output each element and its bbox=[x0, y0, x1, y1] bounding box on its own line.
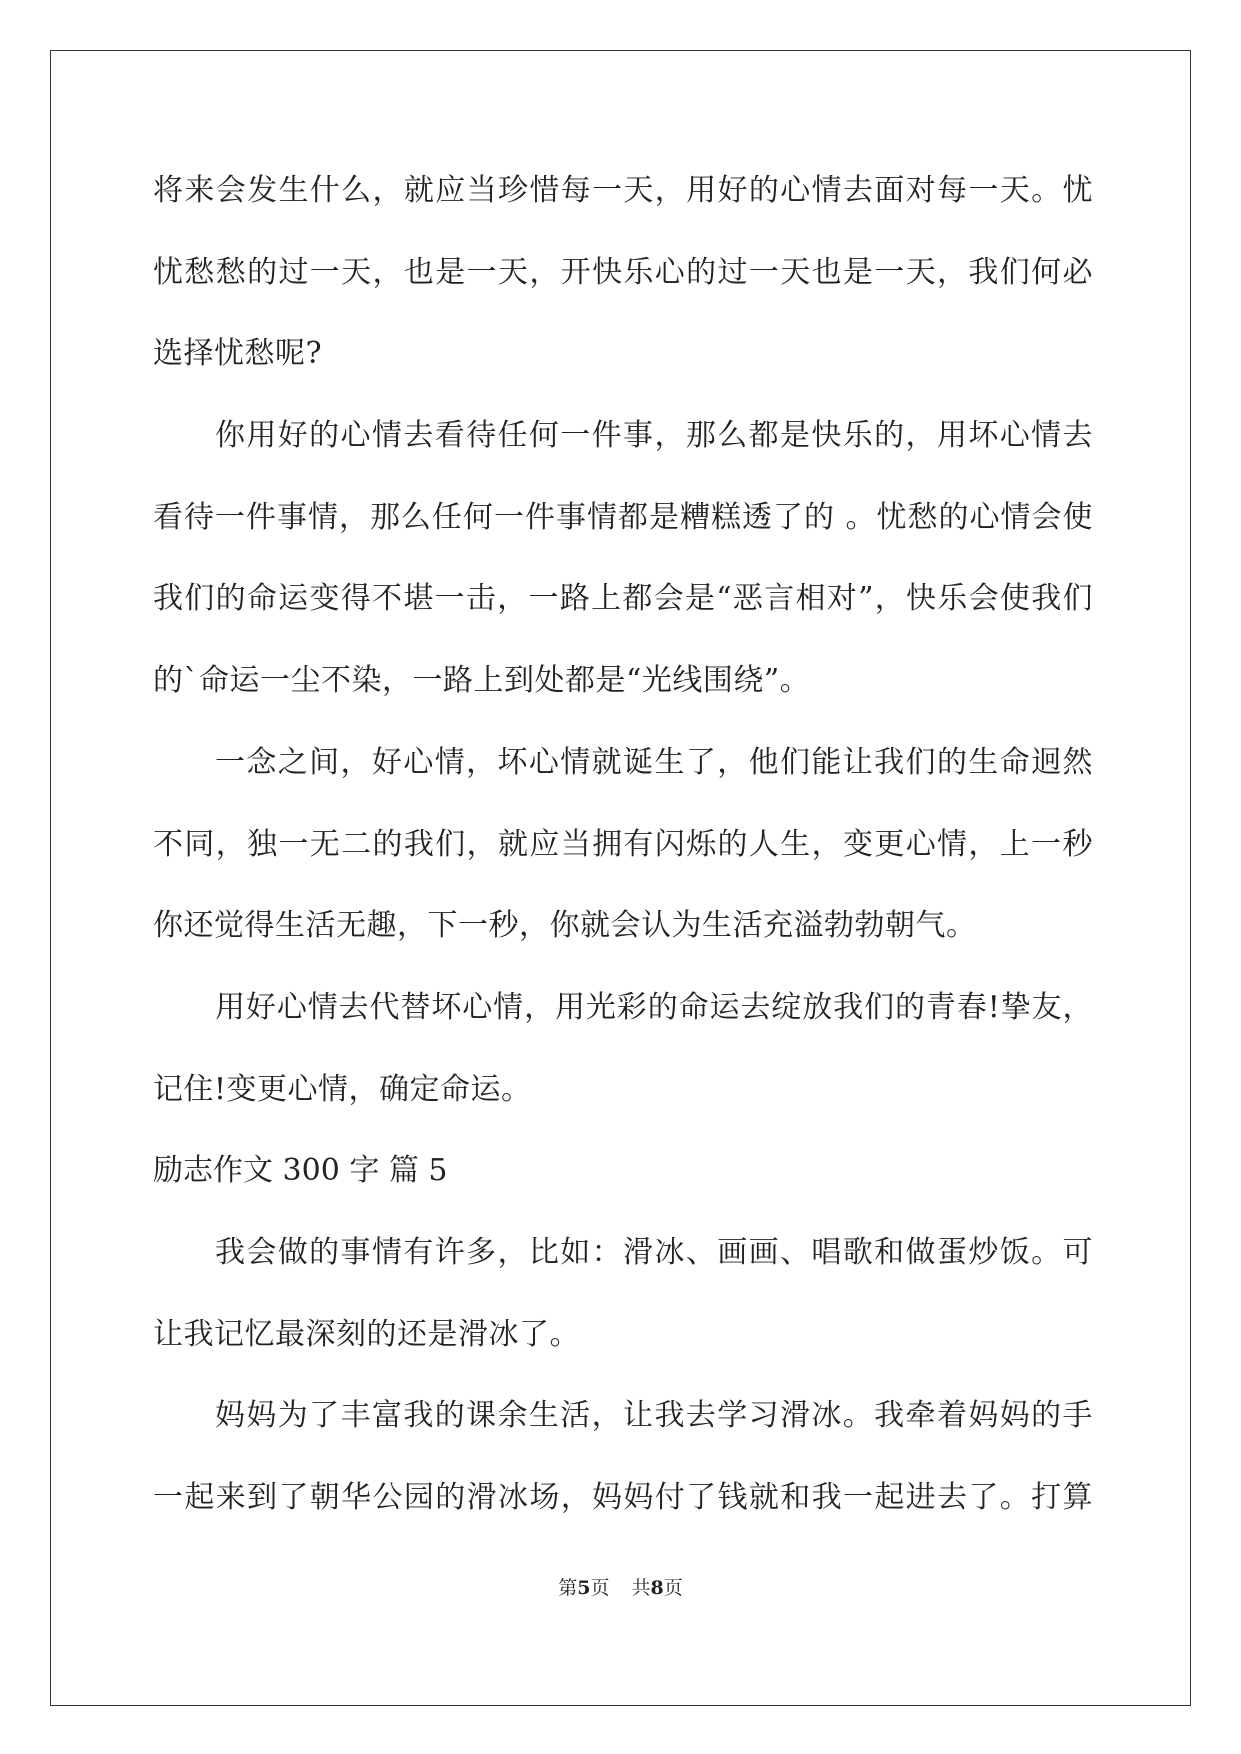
text-line: 不同，独一无二的我们，就应当拥有闪烁的人生，变更心情，上一秒 bbox=[153, 826, 1093, 862]
text-line: 的`命运一尘不染，一路上到处都是“光线围绕”。 bbox=[153, 663, 811, 699]
total-prefix: 共 bbox=[631, 1577, 651, 1599]
page-footer bbox=[0, 1573, 1241, 1600]
text-line: 一起来到了朝华公园的滑冰场，妈妈付了钱就和我一起进去了。打算 bbox=[153, 1480, 1093, 1515]
document-body bbox=[153, 150, 1093, 1539]
text-line: 看待一件事情，那么任何一件事情都是糟糕透了的 。忧愁的心情会使 bbox=[153, 499, 1093, 535]
text-line: 我会做的事情有许多，比如：滑冰、画画、唱歌和做蛋炒饭。可 bbox=[215, 1234, 1093, 1270]
page-prefix: 第 bbox=[558, 1577, 578, 1599]
text-line: 忧愁愁的过一天，也是一天，开快乐心的过一天也是一天，我们何必 bbox=[153, 254, 1093, 290]
total-page-number: 8 bbox=[650, 1577, 664, 1599]
section-heading: 励志作文 300 字 篇 5 bbox=[153, 1153, 448, 1189]
text-line: 用好心情去代替坏心情，用光彩的命运去绽放我们的青春!挚友， bbox=[215, 989, 1093, 1025]
text-line: 记住!变更心情，确定命运。 bbox=[153, 1071, 532, 1107]
text-line: 让我记忆最深刻的还是滑冰了。 bbox=[153, 1316, 580, 1352]
text-line: 妈妈为了丰富我的课余生活，让我去学习滑冰。我牵着妈妈的手 bbox=[215, 1398, 1093, 1434]
text-line: 你用好的心情去看待任何一件事，那么都是快乐的，用坏心情去 bbox=[215, 418, 1093, 454]
total-unit: 页 bbox=[663, 1577, 683, 1599]
text-line: 你还觉得生活无趣，下一秒，你就会认为生活充溢勃勃朝气。 bbox=[153, 908, 977, 944]
current-page-number: 5 bbox=[577, 1577, 591, 1599]
page-unit: 页 bbox=[590, 1577, 610, 1599]
text-line: 选择忧愁呢? bbox=[153, 336, 323, 372]
paragraph-block-2 bbox=[153, 1212, 1093, 1539]
text-line: 一念之间，好心情，坏心情就诞生了，他们能让我们的生命迥然 bbox=[215, 744, 1093, 780]
paragraph-block-1 bbox=[153, 150, 1093, 1130]
text-line: 我们的命运变得不堪一击，一路上都会是“恶言相对”，快乐会使我们 bbox=[153, 581, 1093, 617]
text-line: 将来会发生什么，就应当珍惜每一天，用好的心情去面对每一天。忧 bbox=[153, 173, 1093, 208]
